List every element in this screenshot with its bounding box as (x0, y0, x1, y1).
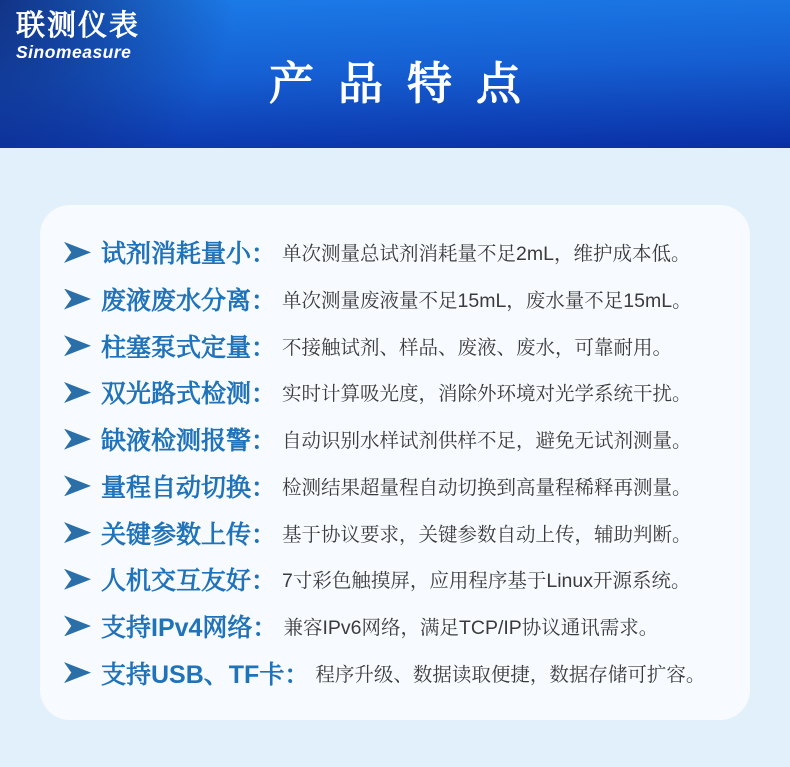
feature-card (40, 205, 750, 720)
feature-heading: 支持IPv4网络： (101, 613, 278, 642)
feature-description: 自动识别水样试剂供样不足，避免无试剂测量。 (282, 430, 692, 453)
feature-heading: 废液废水分离： (101, 287, 277, 316)
feature-row (52, 649, 730, 696)
feature-description: 兼容IPv6网络，满足TCP/IP协议通讯需求。 (283, 616, 659, 639)
brand-logo (16, 11, 140, 62)
feature-list (52, 229, 730, 696)
arrow-right-icon (64, 242, 91, 263)
feature-heading: 缺液检测报警： (101, 427, 277, 456)
feature-row (52, 322, 730, 369)
feature-description: 单次测量废液量不足15mL，废水量不足15mL。 (282, 290, 692, 313)
feature-heading: 支持USB、TF卡： (101, 660, 310, 689)
feature-row (52, 463, 730, 510)
feature-row (52, 509, 730, 556)
feature-heading: 柱塞泵式定量： (101, 333, 277, 362)
feature-description: 单次测量总试剂消耗量不足2mL，维护成本低。 (282, 243, 691, 266)
header-banner (0, 0, 790, 148)
arrow-right-icon (64, 475, 91, 496)
feature-heading: 人机交互友好： (101, 567, 277, 596)
feature-description: 基于协议要求，关键参数自动上传，辅助判断。 (282, 523, 692, 546)
feature-row (52, 276, 730, 323)
feature-description: 不接触试剂、样品、废液、废水，可靠耐用。 (282, 336, 673, 359)
feature-heading: 关键参数上传： (101, 520, 277, 549)
arrow-right-icon (64, 429, 91, 450)
feature-row (52, 556, 730, 603)
feature-description: 实时计算吸光度，消除外环境对光学系统干扰。 (282, 383, 692, 406)
arrow-right-icon (64, 522, 91, 543)
arrow-right-icon (64, 382, 91, 403)
feature-row (52, 603, 730, 650)
arrow-right-icon (64, 335, 91, 356)
feature-description: 程序升级、数据读取便捷，数据存储可扩容。 (315, 663, 706, 686)
brand-logo-english: Sinomeasure (16, 42, 132, 63)
arrow-right-icon (64, 662, 91, 683)
brand-logo-chinese: 联测仪表 (16, 10, 141, 42)
arrow-right-icon (64, 289, 91, 310)
feature-description: 7寸彩色触摸屏，应用程序基于Linux开源系统。 (282, 570, 691, 593)
feature-description: 检测结果超量程自动切换到高量程稀释再测量。 (282, 476, 692, 499)
feature-heading: 量程自动切换： (101, 473, 277, 502)
arrow-right-icon (64, 569, 91, 590)
feature-row (52, 416, 730, 463)
arrow-right-icon (64, 615, 91, 636)
feature-row (52, 229, 730, 276)
page-title: 产品特点 (268, 57, 545, 109)
feature-row (52, 369, 730, 416)
feature-heading: 试剂消耗量小： (101, 240, 277, 269)
feature-heading: 双光路式检测： (101, 380, 277, 409)
